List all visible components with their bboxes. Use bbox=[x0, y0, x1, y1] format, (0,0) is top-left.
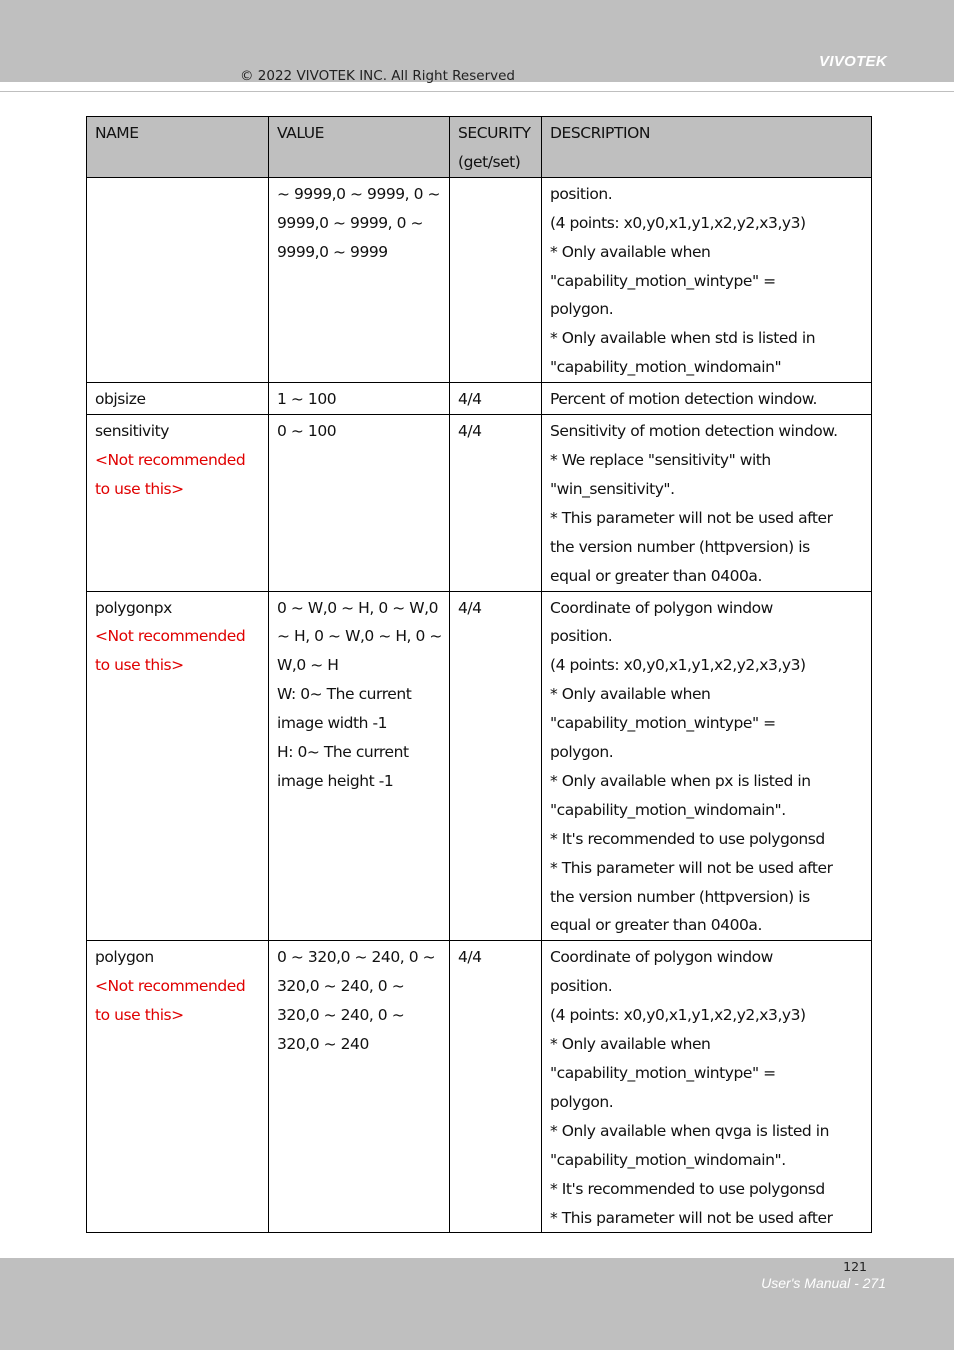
param-name: polygonpx bbox=[95, 598, 172, 617]
table-row bbox=[87, 383, 872, 415]
table-row bbox=[87, 591, 872, 941]
table-row bbox=[87, 415, 872, 591]
column-header-value: VALUE bbox=[269, 117, 450, 178]
param-description-line: * Only available when qvga is listed in bbox=[550, 1121, 830, 1140]
param-security-cell: 4/4 bbox=[450, 591, 542, 941]
param-description-line: "capability_motion_wintype" = bbox=[550, 714, 776, 733]
param-description-line: * Only available when px is listed in bbox=[550, 771, 811, 790]
param-description-line: * This parameter will not be used after bbox=[550, 858, 833, 877]
param-description-line: "capability_motion_wintype" = bbox=[550, 271, 776, 290]
param-description-line: equal or greater than 0400a. bbox=[550, 916, 762, 935]
param-value-line: ~ H, 0 ~ W,0 ~ H, 0 ~ bbox=[277, 627, 442, 646]
param-name: polygon bbox=[95, 948, 154, 967]
not-recommended-note: to use this> bbox=[95, 656, 184, 675]
not-recommended-note: <Not recommended bbox=[95, 450, 246, 469]
param-value-cell bbox=[269, 383, 450, 415]
param-value-line: ~ 9999,0 ~ 9999, 0 ~ bbox=[277, 184, 441, 203]
param-value-line: image width -1 bbox=[277, 714, 388, 733]
param-name: sensitivity bbox=[95, 422, 169, 441]
param-description-line: "capability_motion_windomain". bbox=[550, 1150, 786, 1169]
table-header-row bbox=[87, 117, 872, 178]
param-name-cell bbox=[87, 177, 269, 382]
parameter-table bbox=[86, 116, 872, 1233]
table-row bbox=[87, 177, 872, 382]
param-value-cell bbox=[269, 941, 450, 1233]
param-description-line: Sensitivity of motion detection window. bbox=[550, 422, 838, 441]
param-security-cell: 4/4 bbox=[450, 941, 542, 1233]
column-header-security bbox=[450, 117, 542, 178]
param-value-cell bbox=[269, 415, 450, 591]
param-description-line: * It's recommended to use polygonsd bbox=[550, 1179, 825, 1198]
param-value-cell bbox=[269, 591, 450, 941]
param-description-cell bbox=[542, 591, 872, 941]
param-description-line: * Only available when bbox=[550, 242, 711, 261]
param-description-cell bbox=[542, 177, 872, 382]
param-name-cell bbox=[87, 415, 269, 591]
param-description-line: polygon. bbox=[550, 743, 614, 762]
param-security-cell: 4/4 bbox=[450, 415, 542, 591]
param-description-line: (4 points: x0,y0,x1,y1,x2,y2,x3,y3) bbox=[550, 1006, 806, 1025]
param-description-line: "capability_motion_wintype" = bbox=[550, 1064, 776, 1082]
param-value-line: 0 ~ 100 bbox=[277, 422, 337, 441]
brand-logo: VIVOTEK bbox=[819, 53, 887, 70]
copyright-notice: © 2022 VIVOTEK INC. All Right Reserved bbox=[240, 68, 515, 84]
param-description-line: * Only available when bbox=[550, 1035, 711, 1054]
param-security-cell bbox=[450, 177, 542, 382]
param-value-line: H: 0~ The current bbox=[277, 743, 409, 762]
not-recommended-note: to use this> bbox=[95, 1006, 184, 1025]
param-value-line: image height -1 bbox=[277, 771, 394, 790]
footer-band bbox=[0, 1258, 954, 1350]
param-value-line: W,0 ~ H bbox=[277, 656, 339, 675]
param-name-cell bbox=[87, 383, 269, 415]
column-header-name: NAME bbox=[87, 117, 269, 178]
param-description-cell bbox=[542, 383, 872, 415]
param-description-line: (4 points: x0,y0,x1,y1,x2,y2,x3,y3) bbox=[550, 213, 806, 232]
param-description-line: "capability_motion_windomain". bbox=[550, 800, 786, 819]
param-description-line: "capability_motion_windomain" bbox=[550, 358, 782, 377]
param-value-line: 320,0 ~ 240, 0 ~ bbox=[277, 1006, 405, 1025]
param-description-line: the version number (httpversion) is bbox=[550, 887, 810, 906]
param-security-cell: 4/4 bbox=[450, 383, 542, 415]
param-description-line: polygon. bbox=[550, 300, 614, 319]
column-header-security-line1: SECURITY bbox=[458, 124, 531, 142]
param-description-line: * Only available when std is listed in bbox=[550, 329, 816, 348]
param-name-cell bbox=[87, 941, 269, 1233]
param-description-line: * This parameter will not be used after bbox=[550, 1208, 833, 1227]
column-header-description: DESCRIPTION bbox=[542, 117, 872, 178]
not-recommended-note: <Not recommended bbox=[95, 627, 246, 646]
param-value-line: W: 0~ The current bbox=[277, 685, 412, 704]
param-description-line: equal or greater than 0400a. bbox=[550, 566, 762, 585]
param-value-line: 1 ~ 100 bbox=[277, 390, 337, 409]
param-value-cell bbox=[269, 177, 450, 382]
param-description-line: (4 points: x0,y0,x1,y1,x2,y2,x3,y3) bbox=[550, 656, 806, 675]
param-description-line: Coordinate of polygon window bbox=[550, 948, 773, 967]
not-recommended-note: to use this> bbox=[95, 479, 184, 498]
not-recommended-note: <Not recommended bbox=[95, 977, 246, 996]
param-description-line: polygon. bbox=[550, 1092, 614, 1111]
param-description-line: * Only available when bbox=[550, 685, 711, 704]
page-number: 121 bbox=[843, 1259, 867, 1274]
param-description-cell bbox=[542, 415, 872, 591]
param-value-line: 0 ~ W,0 ~ H, 0 ~ W,0 bbox=[277, 598, 438, 617]
header-divider bbox=[0, 91, 954, 92]
param-description-line: Coordinate of polygon window bbox=[550, 598, 773, 617]
param-value-line: 9999,0 ~ 9999, 0 ~ bbox=[277, 213, 424, 232]
param-description-line: position. bbox=[550, 977, 613, 996]
param-description-line: position. bbox=[550, 184, 613, 203]
param-description-line: Percent of motion detection window. bbox=[550, 390, 818, 409]
param-description-line: * This parameter will not be used after bbox=[550, 508, 833, 527]
manual-page-label: User's Manual - 271 bbox=[761, 1275, 886, 1291]
param-description-line: the version number (httpversion) is bbox=[550, 537, 810, 556]
param-description-line: "win_sensitivity". bbox=[550, 479, 675, 498]
param-name-cell bbox=[87, 591, 269, 941]
param-value-line: 0 ~ 320,0 ~ 240, 0 ~ bbox=[277, 948, 436, 967]
param-description-line: position. bbox=[550, 627, 613, 646]
param-description-line: * We replace "sensitivity" with bbox=[550, 450, 771, 469]
table-body bbox=[87, 177, 872, 1233]
param-description-line: * It's recommended to use polygonsd bbox=[550, 829, 825, 848]
param-description-cell bbox=[542, 941, 872, 1233]
param-name: objsize bbox=[95, 390, 146, 409]
param-value-line: 320,0 ~ 240, 0 ~ bbox=[277, 977, 405, 996]
column-header-security-line2: (get/set) bbox=[458, 152, 521, 171]
table-row bbox=[87, 941, 872, 1233]
param-value-line: 9999,0 ~ 9999 bbox=[277, 242, 388, 261]
param-value-line: 320,0 ~ 240 bbox=[277, 1035, 369, 1054]
